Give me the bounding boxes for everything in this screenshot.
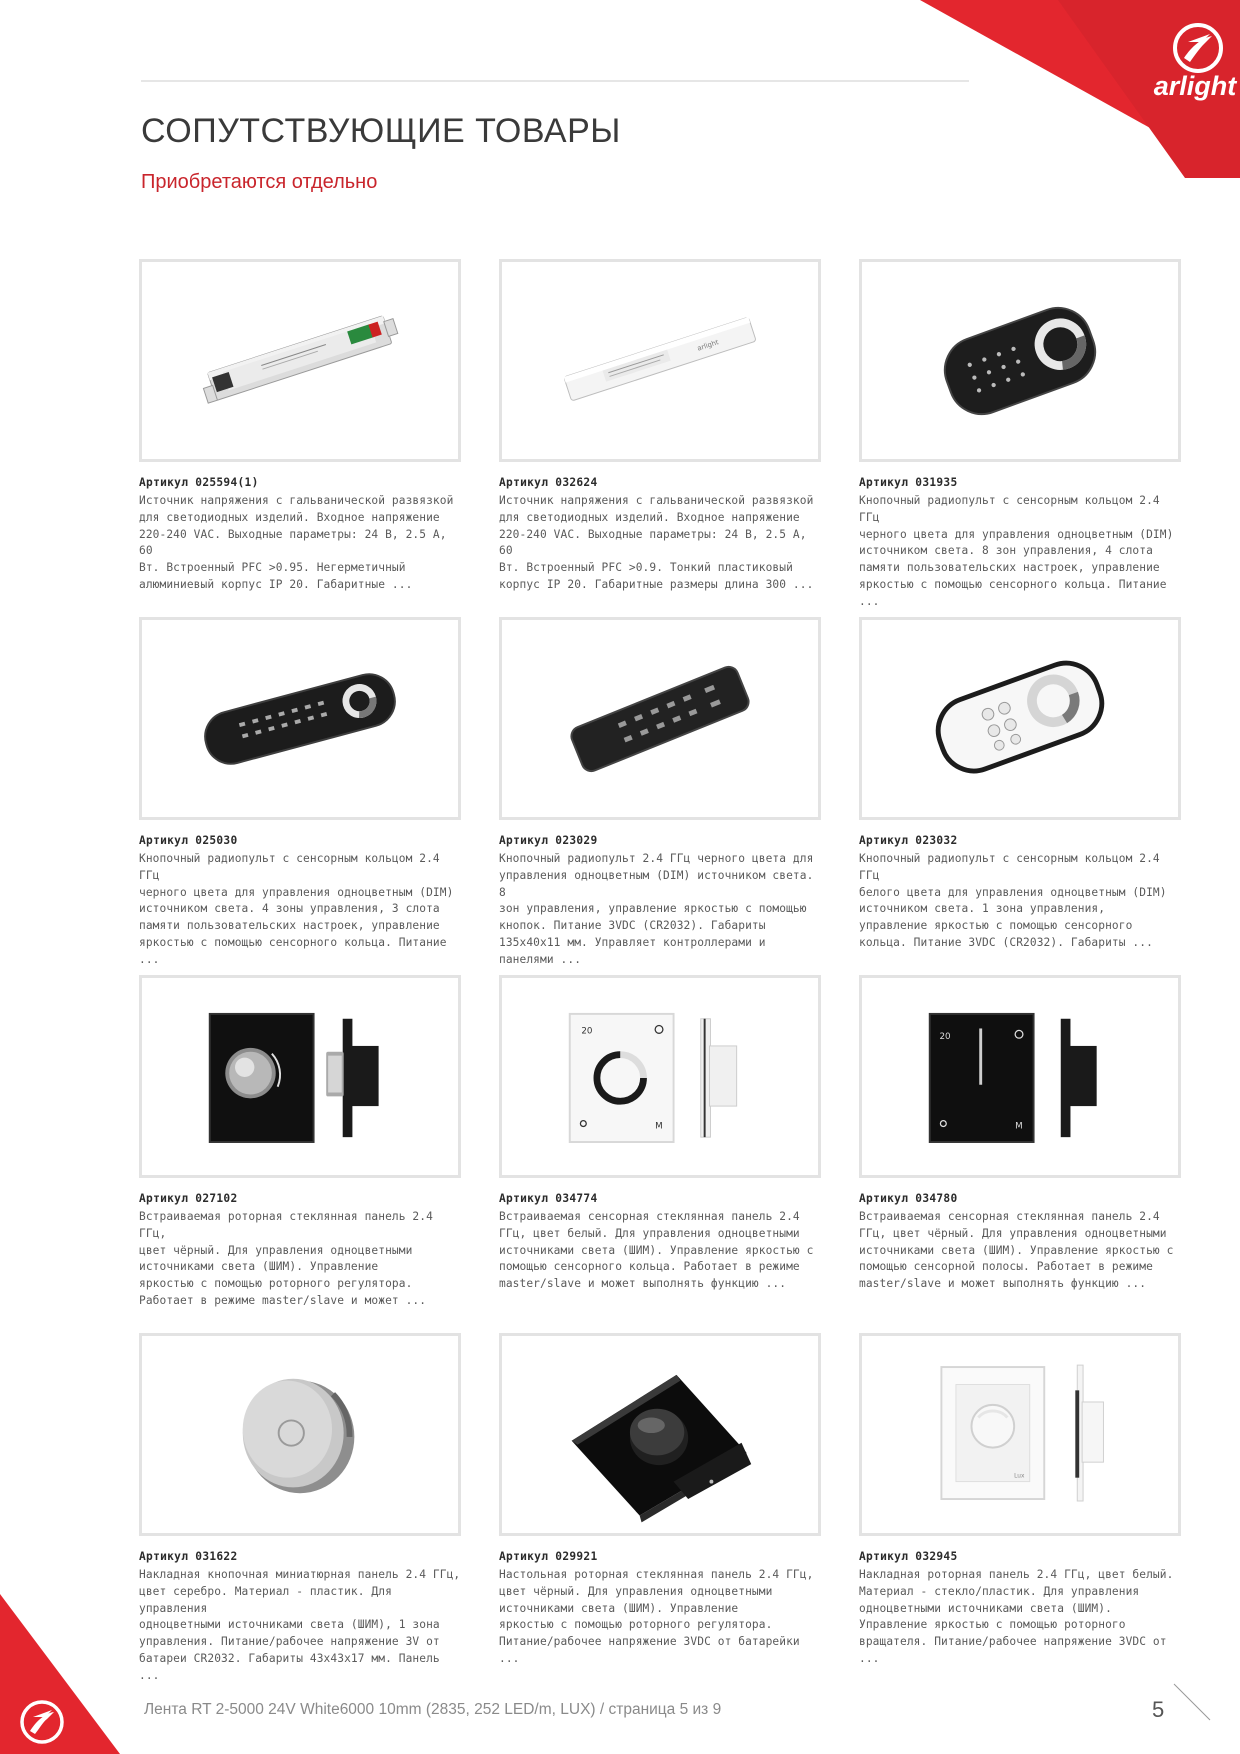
power-supply-icon [502, 262, 818, 459]
product-article[interactable]: Артикул 023029 [499, 834, 598, 847]
product-article[interactable]: Артикул 029921 [499, 1550, 598, 1563]
product-article[interactable]: Артикул 032624 [499, 476, 598, 489]
svg-text:20: 20 [581, 1026, 593, 1037]
product-card[interactable] [139, 1333, 461, 1685]
product-card[interactable] [139, 259, 461, 594]
product-image[interactable] [859, 617, 1181, 820]
svg-text:M: M [1015, 1121, 1023, 1132]
product-card[interactable] [859, 617, 1181, 952]
product-image[interactable] [499, 617, 821, 820]
page-number: 5 [1152, 1697, 1165, 1722]
page-subtitle: Приобретаются отдельно [141, 171, 378, 193]
product-article[interactable]: Артикул 027102 [139, 1192, 238, 1205]
arlight-logo-text: arlight [1153, 71, 1237, 101]
product-image[interactable] [139, 1333, 461, 1536]
page-divider-icon [1172, 1682, 1212, 1722]
product-description: Настольная роторная стеклянная панель 2.4 ГГц, цвет чёрный. Для управления одноцветными источниками света (ШИМ). Управление яркостью с помощью роторного регулятора. Питание/рабочее напряжение 3VDC от батарейки ... [499, 1568, 814, 1665]
product-image[interactable] [499, 975, 821, 1178]
svg-text:Lux: Lux [1014, 1473, 1025, 1480]
product-article[interactable]: Артикул 031622 [139, 1550, 238, 1563]
product-image[interactable] [859, 259, 1181, 462]
product-image[interactable] [499, 1333, 821, 1536]
svg-text:arlight: arlight [696, 338, 720, 353]
product-description: Кнопочный радиопульт 2.4 ГГц черного цвета для управления одноцветным (DIM) источником света. 8 зон управления, управление яркостью с помощью кнопок. Питание 3VDC (CR2032). Габариты 135x40x11 мм. Управляет контроллерами и панелями ... [499, 852, 814, 966]
svg-text:M: M [655, 1121, 663, 1132]
product-image[interactable] [859, 1333, 1181, 1536]
brand-corner [920, 0, 1240, 178]
product-image[interactable] [139, 617, 461, 820]
product-article[interactable]: Артикул 031935 [859, 476, 958, 489]
wall-panel-icon [862, 1336, 1178, 1533]
footer-text: Лента RT 2-5000 24V White6000 10mm (2835, 252 LED/m, LUX) / страница 5 из 9 [144, 1701, 722, 1718]
product-card[interactable] [499, 1333, 821, 1668]
top-divider [141, 80, 969, 82]
product-card[interactable] [139, 975, 461, 1310]
svg-text:20: 20 [939, 1032, 951, 1043]
product-description: Встраиваемая сенсорная стеклянная панель 2.4 ГГц, цвет белый. Для управления одноцветными источниками света (ШИМ). Управление яркостью с помощью сенсорного кольца. Работает в режиме master/slave и может выполнять функцию ... [499, 1210, 814, 1291]
product-description: Источник напряжения с гальванической развязкой для светодиодных изделий. Входное напряжение 220-240 VAC. Выходные параметры: 24 В, 2.5 А, 60 Вт. Встроенный PFC >0.9. Тонкий пластиковый корпус IP 20. Габаритные размеры длина 300 ... [499, 494, 814, 591]
round-button-icon [142, 1336, 458, 1533]
wall-panel-icon [142, 978, 458, 1175]
product-card[interactable] [859, 259, 1181, 611]
product-description: Кнопочный радиопульт с сенсорным кольцом 2.4 ГГц черного цвета для управления одноцветным (DIM) источником света. 8 зон управления, 4 слота памяти пользовательских настроек, управление яркостью с помощью сенсорного кольца. Питание ... [859, 494, 1174, 608]
product-card[interactable] [499, 617, 821, 969]
product-article[interactable]: Артикул 025030 [139, 834, 238, 847]
product-card[interactable] [499, 975, 821, 1293]
remote-control-icon [862, 620, 1178, 817]
product-card[interactable] [859, 1333, 1181, 1668]
product-article[interactable]: Артикул 023032 [859, 834, 958, 847]
product-article[interactable]: Артикул 034774 [499, 1192, 598, 1205]
product-description: Накладная кнопочная миниатюрная панель 2.4 ГГц, цвет серебро. Материал - пластик. Для управления одноцветными источниками света (ШИМ), 1 зона управления. Питание/рабочее напряжение 3V от батареи CR2032. Габариты 43x43x17 мм. Панель ... [139, 1568, 461, 1682]
product-article[interactable]: Артикул 034780 [859, 1192, 958, 1205]
product-description: Кнопочный радиопульт с сенсорным кольцом 2.4 ГГц белого цвета для управления одноцветным (DIM) источником света. 1 зона управления, управление яркостью с помощью сенсорного кольца. Питание 3VDC (CR2032). Габариты ... [859, 852, 1167, 949]
remote-control-icon [142, 620, 458, 817]
brand-corner-bottom [0, 1594, 120, 1754]
product-card[interactable] [139, 617, 461, 969]
product-card[interactable] [859, 975, 1181, 1293]
product-image[interactable] [859, 975, 1181, 1178]
product-description: Кнопочный радиопульт с сенсорным кольцом 2.4 ГГц черного цвета для управления одноцветным (DIM) источником света. 4 зоны управления, 3 слота памяти пользовательских настроек, управление яркостью с помощью сенсорного кольца. Питание ... [139, 852, 454, 966]
product-image[interactable] [139, 259, 461, 462]
product-description: Накладная роторная панель 2.4 ГГц, цвет белый. Материал - стекло/пластик. Для управления одноцветными источниками света (ШИМ). Управление яркостью с помощью роторного вращателя. Питание/рабочее напряжение 3VDC от ... [859, 1568, 1174, 1665]
product-image[interactable] [499, 259, 821, 462]
wall-panel-icon [502, 978, 818, 1175]
power-supply-icon [142, 262, 458, 459]
product-article[interactable]: Артикул 032945 [859, 1550, 958, 1563]
product-description: Источник напряжения с гальванической развязкой для светодиодных изделий. Входное напряжение 220-240 VAC. Выходные параметры: 24 В, 2.5 А, 60 Вт. Встроенный PFC >0.95. Негерметичный алюминиевый корпус IP 20. Габаритные ... [139, 494, 454, 591]
remote-control-icon [502, 620, 818, 817]
wall-panel-icon [862, 978, 1178, 1175]
product-card[interactable] [499, 259, 821, 594]
product-description: Встраиваемая роторная стеклянная панель 2.4 ГГц, цвет чёрный. Для управления одноцветными источниками света (ШИМ). Управление яркостью с помощью роторного регулятора. Работает в режиме master/slave и может ... [139, 1210, 433, 1307]
desk-panel-icon [502, 1336, 818, 1533]
product-article[interactable]: Артикул 025594(1) [139, 476, 259, 489]
remote-control-icon [862, 262, 1178, 459]
page-title: СОПУТСТВУЮЩИЕ ТОВАРЫ [141, 112, 621, 150]
product-description: Встраиваемая сенсорная стеклянная панель 2.4 ГГц, цвет чёрный. Для управления одноцветными источниками света (ШИМ). Управление яркостью с помощью сенсорной полосы. Работает в режиме master/slave и может выполнять функцию ... [859, 1210, 1174, 1291]
product-image[interactable] [139, 975, 461, 1178]
